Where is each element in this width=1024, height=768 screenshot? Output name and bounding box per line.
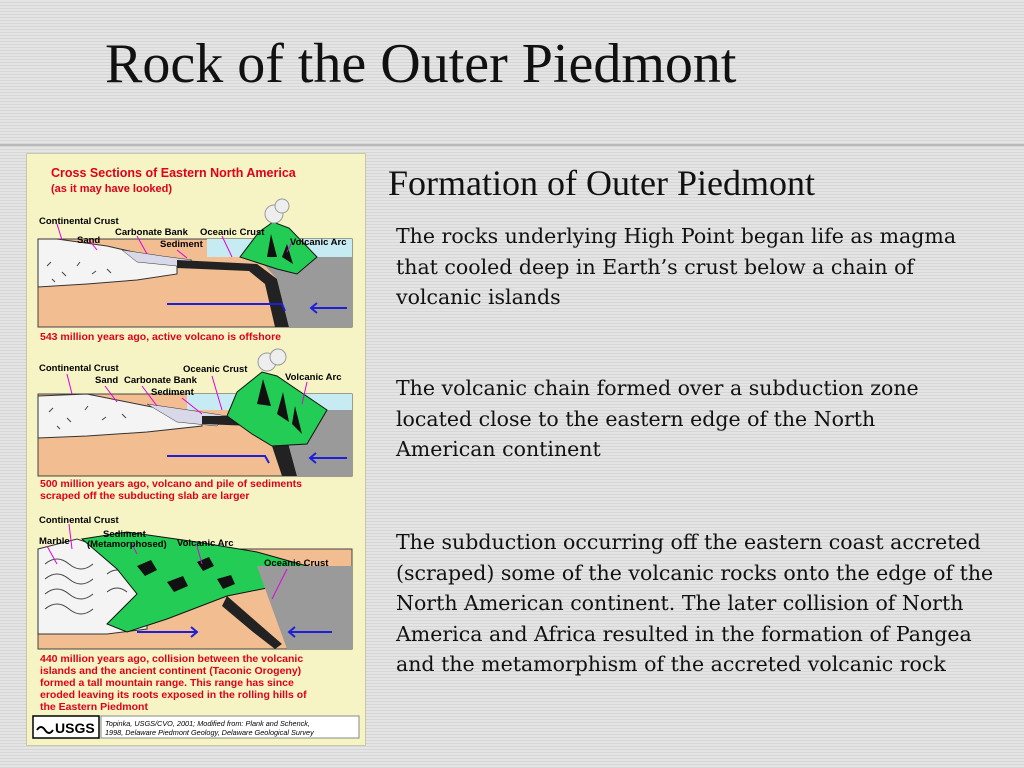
slide-subtitle: Formation of Outer Piedmont [388,163,815,203]
cross-section-3 [38,515,352,713]
label-carbonate-bank: Carbonate Bank [115,227,188,238]
usgs-logo-text: USGS [55,720,95,736]
slide-title: Rock of the Outer Piedmont [105,33,737,95]
eruption-cloud [275,199,289,213]
usgs-logo [33,716,99,738]
label-sediment: Sediment [103,529,146,540]
label-oceanic-crust: Oceanic Crust [264,558,329,569]
label-oceanic-crust: Oceanic Crust [200,227,265,238]
caption-3-line-3: formed a tall mountain range. This range has since [40,677,294,689]
eruption-cloud [270,349,286,365]
figure-subtitle: (as it may have looked) [51,183,173,195]
paragraph-magma-origin: The rocks underlying High Point began life as magma that cooled deep in Earth’s crust below a chain of volcanic islands [396,224,957,309]
caption-2-line-1: 500 million years ago, volcano and pile of sediments [40,478,302,490]
label-volcanic-arc: Volcanic Arc [285,372,342,383]
credit-line-1: Topinka, USGS/CVO, 2001; Modified from: Plank and Schenck, [105,719,310,728]
paragraph-subduction-zone: The volcanic chain formed over a subduction zone located close to the eastern edge of the North American continent [396,376,919,461]
label-continental-crust: Continental Crust [39,515,119,526]
label-oceanic-crust: Oceanic Crust [183,364,248,375]
label-volcanic-arc: Volcanic Arc [177,538,234,549]
caption-2-line-2: scraped off the subducting slab are larger [40,490,250,502]
label-marble: Marble [39,536,70,547]
cross-section-2 [38,349,352,502]
label-sediment: Sediment [151,387,194,398]
caption-3-line-2: islands and the ancient continent (Taconic Orogeny) [40,665,302,677]
label-carbonate-bank: Carbonate Bank [124,375,197,386]
caption-1-line-1: 543 million years ago, active volcano is offshore [40,331,282,343]
label-volcanic-arc: Volcanic Arc [290,237,347,248]
label-sand: Sand [95,375,119,386]
label-sediment: Sediment [160,239,203,250]
figure-title: Cross Sections of Eastern North America [51,166,296,180]
credit-line-2: 1998, Delaware Piedmont Geology, Delaware Geological Survey [105,728,314,737]
label-sand: Sand [77,235,101,246]
label-continental-crust: Continental Crust [39,216,119,227]
paragraph-accretion-pangea: The subduction occurring off the eastern coast accreted (scraped) some of the volcanic rocks onto the edge of the North American continent. The later collision of North America and Africa resulted in the formation of Pangea and the metamorphism of the accreted volcanic rock [396,530,994,676]
cross-section-figure [26,153,366,746]
label-continental-crust: Continental Crust [39,363,119,374]
cross-section-1 [38,199,352,343]
caption-3-line-4: eroded leaving its roots exposed in the rolling hills of [40,689,307,701]
caption-3-line-5: the Eastern Piedmont [40,701,148,713]
caption-3-line-1: 440 million years ago, collision between the volcanic [40,653,304,665]
title-divider [0,144,1024,146]
label-metamorphosed: (Metamorphosed) [87,539,167,550]
